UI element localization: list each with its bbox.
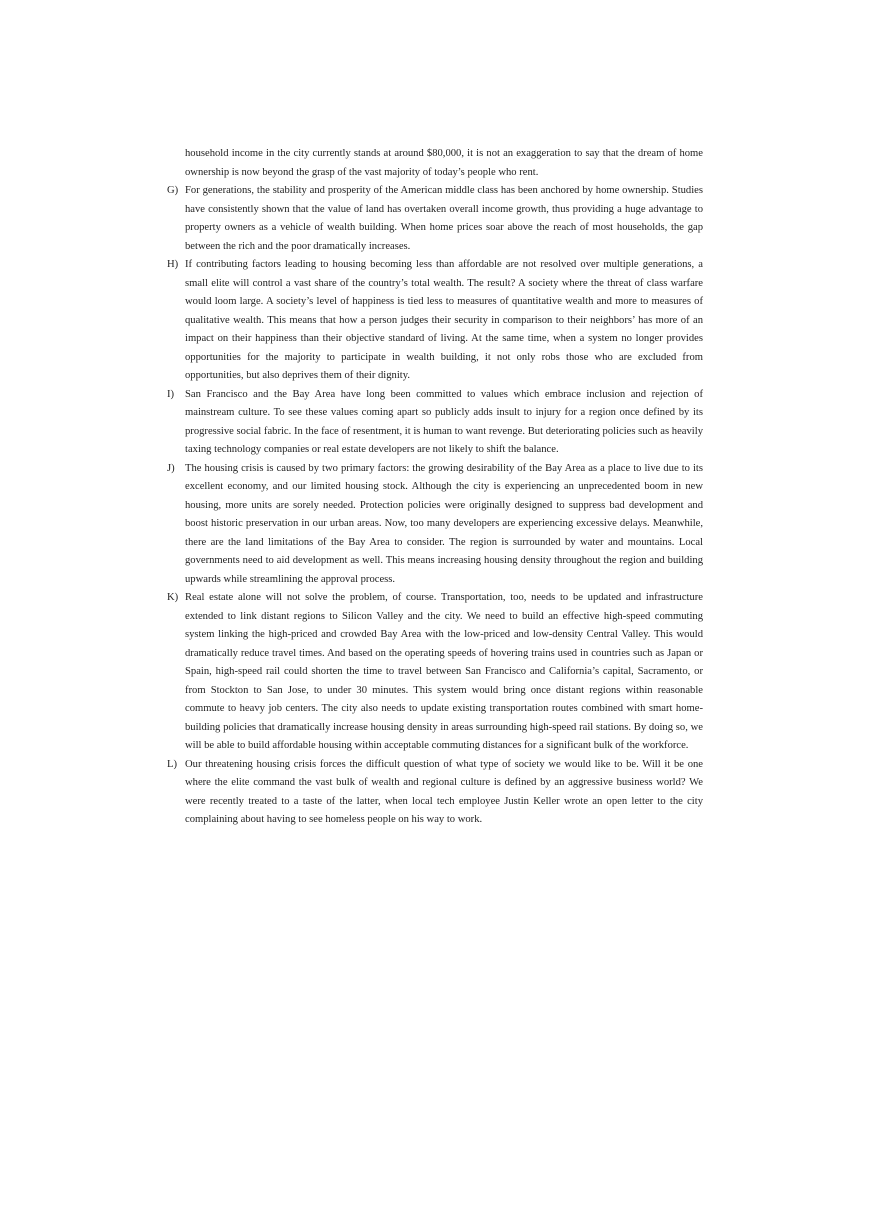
paragraph-marker: L) [167,758,177,770]
paragraph-g [167,182,703,256]
paragraph-text: For generations, the stability and prosperity of the American middle class has been anchored by home ownership. Studies have consistently shown that the value of land has overtaken overall income growth, thus providing a huge advantage to property owners as a vehicle of wealth building. When home prices soar above the reach of most households, the gap between the rich and the poor dramatically increases. [185,185,703,252]
paragraph-text: The housing crisis is caused by two primary factors: the growing desirability of the Bay Area as a place to live due to its excellent economy, and our limited housing stock. Although the city is experiencing an unprecedented boom in new housing, more units are sorely needed. Protection policies were originally designed to suppress bad development and boost historic preservation in our urban areas. Now, too many developers are experiencing excessive delays. Meanwhile, there are the land limitations of the Bay Area to consider. The region is surrounded by water and mountains. Local governments need to aid development as well. This means increasing housing density throughout the region and building upwards while streamlining the approval process. [185,462,703,585]
paragraph-text: Our threatening housing crisis forces the difficult question of what type of society we would like to be. Will it be one where the elite command the vast bulk of wealth and regional culture is defined by an aggressive business world? We were recently treated to a taste of the latter, when local tech employee Justin Keller wrote an open letter to the city complaining about having to see homeless people on his way to work. [185,758,703,825]
document-page [167,145,703,830]
paragraph-marker: I) [167,388,175,400]
lead-paragraph-text: household income in the city currently stands at around $80,000, it is not an exaggeration to say that the dream of home ownership is now beyond the grasp of the vast majority of today’s people who rent. [185,148,703,178]
paragraph-marker: J) [167,462,175,474]
paragraph-l [167,756,703,830]
lead-paragraph [167,145,703,182]
paragraph-marker: G) [167,185,179,196]
paragraph-text: San Francisco and the Bay Area have long been committed to values which embrace inclusion and rejection of mainstream culture. To see these values coming apart so publicly adds insult to injury for a region once defined by its progressive social fabric. In the face of resentment, it is human to want revenge. But deteriorating policies such as heavily taxing technology companies or real estate developers are not likely to shift the balance. [185,388,703,455]
paragraph-k [167,589,703,756]
paragraph-h [167,256,703,386]
paragraph-marker: H) [167,259,179,270]
paragraph-marker: K) [167,592,179,603]
paragraph-i [167,386,703,460]
paragraph-j [167,460,703,590]
paragraph-text: If contributing factors leading to housing becoming less than affordable are not resolved over multiple generations, a small elite will control a vast share of the country’s total wealth. The result? A society where the threat of class warfare would loom large. A society’s level of happiness is tied less to measures of quantitative wealth and more to measures of qualitative wealth. This means that how a person judges their security in comparison to their neighbors’ has more of an impact on their happiness than their objective standard of living. At the same time, when a system no longer provides opportunities for the majority to participate in wealth building, it not only robs those who are excluded from opportunities, but also deprives them of their dignity. [185,259,703,381]
paragraph-text: Real estate alone will not solve the problem, of course. Transportation, too, needs to be updated and infrastructure extended to link distant regions to Silicon Valley and the city. We need to build an effective high-speed commuting system linking the high-priced and crowded Bay Area with the low-priced and low-density Central Valley. This would dramatically reduce travel times. And based on the operating speeds of hovering trains used in countries such as Japan or Spain, high-speed rail could shorten the time to travel between San Francisco and California’s capital, Sacramento, or from Stockton to San Jose, to under 30 minutes. This system would bring once distant regions within reasonable commute to heavy job centers. The city also needs to update existing transportation routes combined with smart home-building policies that dramatically increase housing density in areas surrounding high-speed rail stations. By doing so, we will be able to build affordable housing within acceptable commuting distances for a significant bulk of the workforce. [185,592,703,751]
